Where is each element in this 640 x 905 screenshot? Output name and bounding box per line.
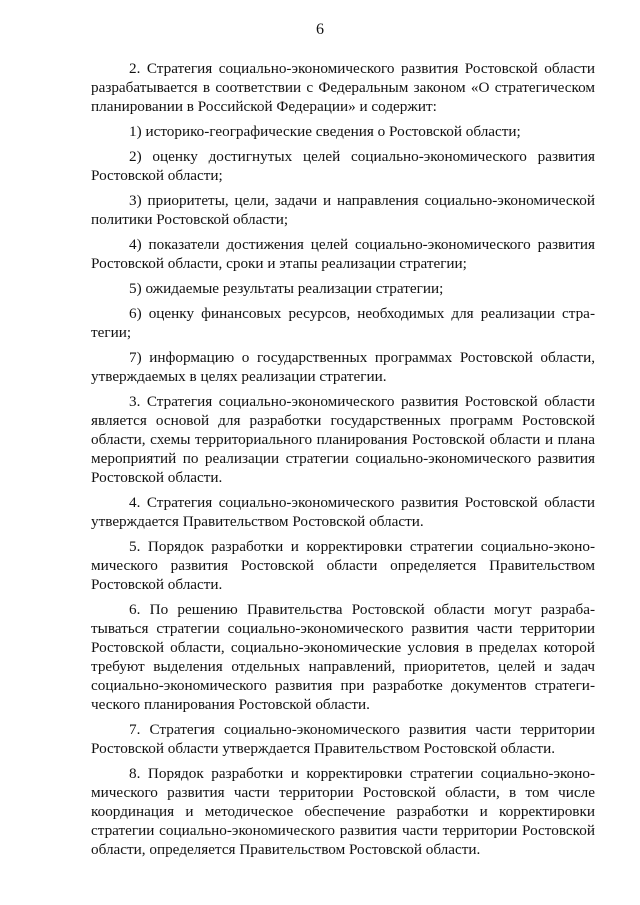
list-item-1: 1) историко-географические сведения о Ростовской области; <box>129 123 521 140</box>
document-body <box>91 59 595 859</box>
paragraph-clause-7: 7. Стратегия социально-экономического развития части территории Ростовской области утверждается Правительством Ростовской области. <box>91 721 595 757</box>
paragraph-clause-5: 5. Порядок разработки и корректировки стратегии социально-экономического развития Ростовской области определяется Правительством Ростовской области. <box>91 538 595 593</box>
paragraph-clause-8: 8. Порядок разработки и корректировки стратегии социально-экономического развития части территории Ростовской области, в том числе координация и методическое обеспечение разработки и корректировки стратегии социально-экономического развития части территории Ростовской области, определяется Правительством Ростовской области. <box>91 765 595 858</box>
list-item-7: 7) информацию о государственных программах Ростовской области, утверждаемых в целях реализации стратегии. <box>91 349 595 385</box>
list-item-2: 2) оценку достигнутых целей социально-экономического развития Ростовской области; <box>91 148 595 184</box>
page-number: 6 <box>316 21 324 38</box>
paragraph-clause-2: 2. Стратегия социально-экономического развития Ростовской области разрабатывается в соответствии с Федеральным законом «О стратегическом планировании в Российской Федерации» и содержит: <box>91 60 595 115</box>
list-item-3: 3) приоритеты, цели, задачи и направления социально-экономической политики Ростовской области; <box>91 192 595 228</box>
paragraph-clause-4: 4. Стратегия социально-экономического развития Ростовской области утверждается Правительством Ростовской области. <box>91 494 595 530</box>
list-item-4: 4) показатели достижения целей социально-экономического развития Ростовской области, сроки и этапы реализации стратегии; <box>91 236 595 272</box>
list-item-5: 5) ожидаемые результаты реализации стратегии; <box>129 280 444 297</box>
paragraph-clause-3: 3. Стратегия социально-экономического развития Ростовской области является основой для разработки государственных программ Ростовской области, схемы территориального планирования Ростовской области и плана мероприятий по реализации стратегии социально-экономического развития Ростовской области. <box>91 393 595 486</box>
paragraph-clause-6: 6. По решению Правительства Ростовской области могут разрабатываться стратегии социально-экономического развития части территории Ростовской области, социально-экономические условия в пределах которой требуют выделения отдельных направлений, приоритетов, целей и задач социально-экономического развития при разработке документов стратегического планирования Ростовской области. <box>91 601 595 713</box>
list-item-6: 6) оценку финансовых ресурсов, необходимых для реализации стратегии; <box>91 305 595 341</box>
